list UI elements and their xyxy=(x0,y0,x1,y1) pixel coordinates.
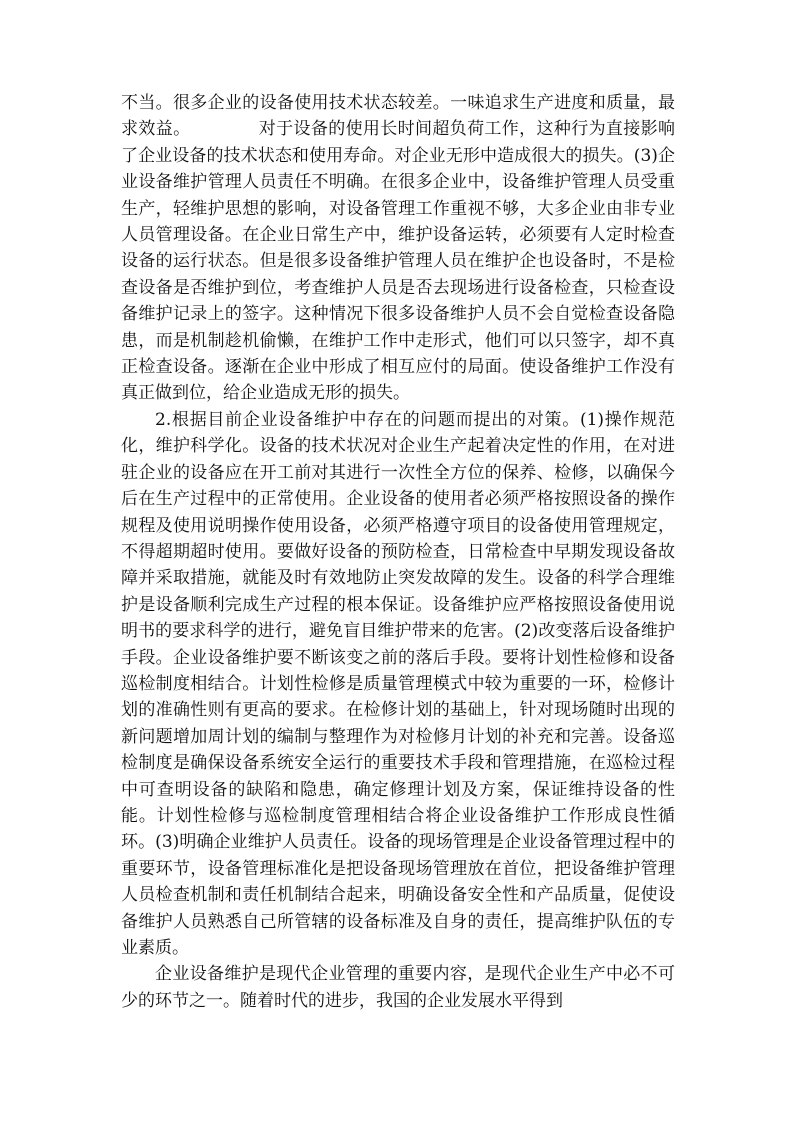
paragraph-1-part-2: 对于设备的使用长时间超负荷工作，这种行为直接影响了企业设备的技术状态和使用寿命。对企业无形中造成很大的损失。(3)企业设备维护管理人员责任不明确。在很多企业中，设备维护管理人员受重生产，轻维护思想的影响，对设备管理工作重视不够，大多企业由非专业人员管理设备。在企业日常生产中，维护设备运转，必须要有人定时检查设备的运行状态。但是很多设备维护管理人员在维护企也设备时，不是检查设备是否维护到位，考查维护人员是否去现场进行设备检查，只检查设备维护记录上的签字。这种情况下很多设备维护人员不会自觉检查设备隐患，而是机制趁机偷懒，在维护工作中走形式，他们可以只签字，却不真正检查设备。逐渐在企业中形成了相互应付的局面。使设备维护工作没有真正做到位，给企业造成无形的损失。 xyxy=(121,119,676,404)
paragraph-1 xyxy=(121,90,675,407)
paragraph-1-part-1: 不当。很多企业的设备使用技术状态较差。一味追求生产进度和质量，最求效益。 xyxy=(121,93,675,140)
paragraph-2: 2.根据目前企业设备维护中存在的问题而提出的对策。(1)操作规范化，维护科学化。设备的技术状况对企业生产起着决定性的作用，在对进驻企业的设备应在开工前对其进行一次性全方位的保养、检修，以确保今后在生产过程中的正常使用。企业设备的使用者必须严格按照设备的操作规程及使用说明操作使用设备，必须严格遵守项目的设备使用管理规定，不得超期超时使用。要做好设备的预防检查，日常检查中早期发现设备故障并采取措施，就能及时有效地防止突发故障的发生。设备的科学合理维护是设备顺利完成生产过程的根本保证。设备维护应严格按照设备使用说明书的要求科学的进行，避免盲目维护带来的危害。(2)改变落后设备维护手段。企业设备维护要不断该变之前的落后手段。要将计划性检修和设备巡检制度相结合。计划性检修是质量管理模式中较为重要的一环，检修计划的准确性则有更高的要求。在检修计划的基础上，针对现场随时出现的新问题增加周计划的编制与整理作为对检修月计划的补充和完善。设备巡检制度是确保设备系统安全运行的重要技术手段和管理措施，在巡检过程中可查明设备的缺陷和隐患，确定修理计划及方案，保证维持设备的性能。计划性检修与巡检制度管理相结合将企业设备维护工作形成良性循环。(3)明确企业维护人员责任。设备的现场管理是企业设备管理过程中的重要环节，设备管理标准化是把设备现场管理放在首位，把设备维护管理人员检查机制和责任机制结合起来，明确设备安全性和产品质量，促使设备维护人员熟悉自己所管辖的设备标准及自身的责任，提高维护队伍的专业素质。 xyxy=(121,409,675,958)
paragraph-3: 企业设备维护是现代企业管理的重要内容，是现代企业生产中必不可少的环节之一。随着时代的进步，我国的企业发展水平得到 xyxy=(121,964,675,1011)
body-text xyxy=(121,90,675,1014)
